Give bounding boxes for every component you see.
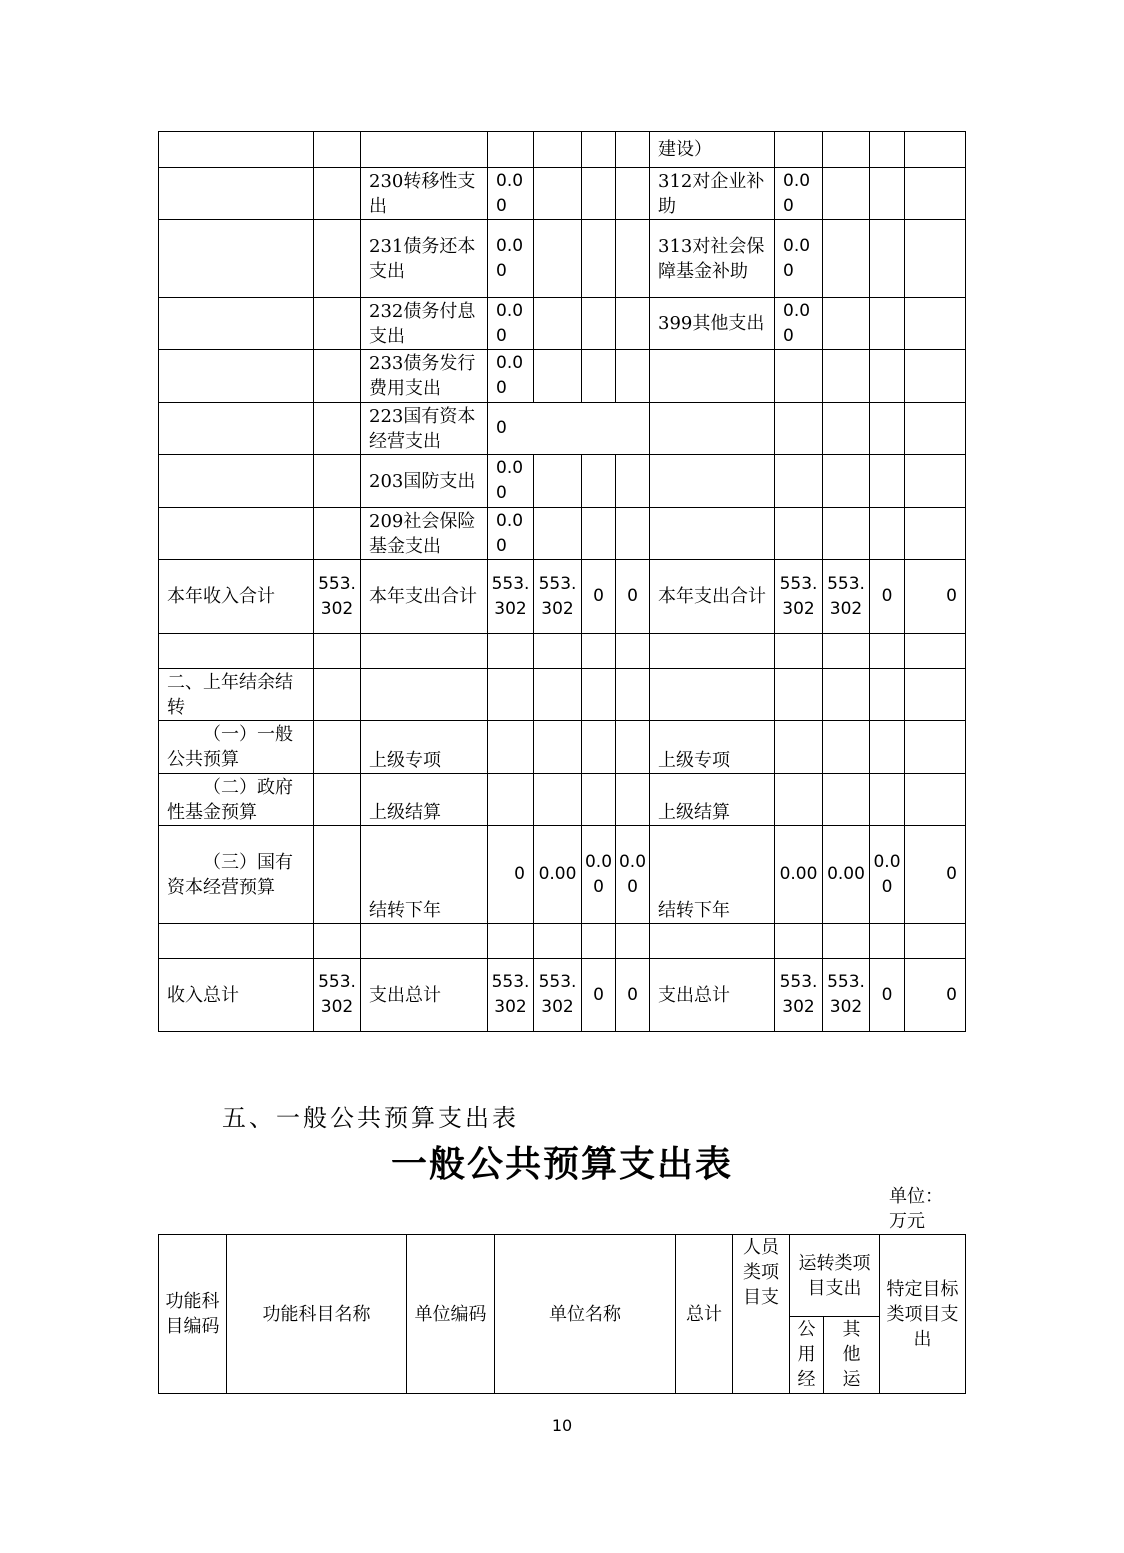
unit-label: 单位：万元: [889, 1186, 943, 1232]
amount-cell: 0: [616, 959, 650, 1032]
table-cell: [616, 132, 650, 168]
amount-cell: 0.00: [775, 220, 823, 298]
amount-cell: 0.00: [775, 298, 823, 350]
table-cell: [823, 350, 870, 403]
amount-cell: 0.00: [488, 508, 534, 560]
table-cell: [650, 924, 775, 959]
table-cell: [616, 168, 650, 220]
table-cell: [361, 924, 488, 959]
table-cell: [159, 403, 314, 455]
table-row: [159, 669, 966, 721]
header-func-code: 功能科目编码: [159, 1235, 227, 1394]
table-cell: [314, 168, 361, 220]
table-cell: [775, 132, 823, 168]
amount-cell: 553.302: [534, 959, 582, 1032]
header-specific: 特定目标类项目支出: [880, 1235, 966, 1394]
amount-cell: 0.00: [488, 220, 534, 298]
header-unit-code: 单位编码: [407, 1235, 495, 1394]
row-label: 收入总计: [159, 959, 314, 1032]
table-cell: [775, 508, 823, 560]
table-cell: [616, 924, 650, 959]
amount-cell: 0.00: [582, 826, 616, 924]
table-cell: [534, 168, 582, 220]
table-row-annual-total: [159, 560, 966, 634]
table-cell: [534, 508, 582, 560]
header-operation: 运转类项目支出: [790, 1235, 880, 1317]
table-cell: [582, 298, 616, 350]
amount-cell: 0: [905, 959, 966, 1032]
table-cell: [582, 350, 616, 403]
amount-cell: 0.00: [488, 168, 534, 220]
expense-category-cell: 223国有资本经营支出: [361, 403, 488, 455]
expense-category-cell: 232债务付息支出: [361, 298, 488, 350]
table-cell: [582, 508, 616, 560]
amount-cell: 553.302: [488, 560, 534, 634]
amount-cell: 0.00: [775, 826, 823, 924]
table-cell: [582, 634, 616, 669]
table-cell: [870, 220, 905, 298]
table-cell: [159, 298, 314, 350]
amount-cell: 0: [582, 560, 616, 634]
table-cell: [488, 924, 534, 959]
table-cell: [616, 350, 650, 403]
table-cell: [823, 455, 870, 508]
table-cell: [905, 168, 966, 220]
table-row: [159, 826, 966, 924]
row-label: 二、上年结余结转: [159, 669, 314, 721]
table-cell: [870, 350, 905, 403]
table-cell: [650, 350, 775, 403]
table-cell: [823, 403, 870, 455]
table-cell: [159, 168, 314, 220]
table-cell: [775, 403, 823, 455]
table-cell: [650, 508, 775, 560]
table-row: [159, 721, 966, 774]
table-cell: [823, 669, 870, 721]
table-row: [159, 298, 966, 350]
table-cell: [775, 774, 823, 826]
table-header-row: [159, 1235, 966, 1317]
row-label: 本年支出合计: [361, 560, 488, 634]
expense-category-cell: 312对企业补助: [650, 168, 775, 220]
table-cell: [823, 168, 870, 220]
table-cell: [314, 132, 361, 168]
table-cell: [616, 298, 650, 350]
table-cell: [534, 669, 582, 721]
amount-cell: 0: [905, 560, 966, 634]
expense-category-cell: 230转移性支出: [361, 168, 488, 220]
header-other-ops: 其他运: [824, 1317, 880, 1394]
amount-cell: 0: [870, 560, 905, 634]
table-cell: [582, 924, 616, 959]
table-cell: [775, 721, 823, 774]
header-unit-name: 单位名称: [495, 1235, 676, 1394]
table-cell: [905, 669, 966, 721]
header-personnel: 人员类项目支: [733, 1235, 790, 1394]
table-cell: [616, 220, 650, 298]
table-row: [159, 455, 966, 508]
table-row: [159, 132, 966, 168]
row-label: 上级专项: [361, 721, 488, 774]
table-cell: [534, 220, 582, 298]
table-cell: [582, 721, 616, 774]
table-cell: [159, 350, 314, 403]
table-cell: [823, 508, 870, 560]
amount-cell: 0.00: [823, 826, 870, 924]
header-public-funds: 公用经: [790, 1317, 824, 1394]
header-total: 总计: [676, 1235, 733, 1394]
expense-category-cell: 313对社会保障基金补助: [650, 220, 775, 298]
amount-cell: 0.00: [488, 350, 534, 403]
table-cell: [582, 220, 616, 298]
amount-cell: 0.00: [488, 298, 534, 350]
table-cell: [870, 634, 905, 669]
table-cell: [159, 132, 314, 168]
table-cell: [870, 403, 905, 455]
table-cell: [159, 924, 314, 959]
table-cell: [905, 924, 966, 959]
table-cell: [870, 168, 905, 220]
row-label: （三）国有资本经营预算: [159, 826, 314, 924]
table-cell: [823, 721, 870, 774]
table-cell: [582, 455, 616, 508]
table-cell: [314, 508, 361, 560]
table-cell: [534, 132, 582, 168]
table-cell: [314, 924, 361, 959]
table-cell: [488, 774, 534, 826]
table-cell: [905, 132, 966, 168]
table-cell: [488, 132, 534, 168]
amount-cell: 553.302: [488, 959, 534, 1032]
table-cell: [582, 669, 616, 721]
page-number: 10: [551, 1416, 573, 1435]
table-cell: [314, 350, 361, 403]
table-cell: 建设）: [650, 132, 775, 168]
amount-cell: 0: [870, 959, 905, 1032]
table-cell: [314, 455, 361, 508]
table-row: [159, 508, 966, 560]
row-label: 本年收入合计: [159, 560, 314, 634]
amount-cell: 553.302: [823, 560, 870, 634]
table-row: [159, 403, 966, 455]
table-cell: [905, 508, 966, 560]
amount-cell: 0: [616, 560, 650, 634]
table-row: [159, 924, 966, 959]
table-cell: [905, 634, 966, 669]
table-cell: [870, 924, 905, 959]
table-cell: [823, 924, 870, 959]
table-cell: [534, 298, 582, 350]
table-cell: [488, 634, 534, 669]
table-cell: [650, 403, 775, 455]
table-cell: [616, 721, 650, 774]
table-cell: [534, 350, 582, 403]
table-cell: [534, 721, 582, 774]
table-cell: [905, 774, 966, 826]
table-cell: [314, 826, 361, 924]
amount-cell: 553.302: [823, 959, 870, 1032]
table-row: [159, 220, 966, 298]
amount-cell: 553.302: [314, 560, 361, 634]
amount-cell: 0: [488, 403, 650, 455]
amount-cell: 553.302: [775, 959, 823, 1032]
table-cell: [314, 774, 361, 826]
expense-category-cell: 233债务发行费用支出: [361, 350, 488, 403]
table-cell: [361, 132, 488, 168]
table-cell: [775, 924, 823, 959]
table-cell: [582, 132, 616, 168]
row-label: （一）一般公共预算: [159, 721, 314, 774]
table-cell: [870, 669, 905, 721]
table-cell: [361, 634, 488, 669]
amount-cell: 0.00: [616, 826, 650, 924]
row-label: 本年支出合计: [650, 560, 775, 634]
amount-cell: 553.302: [314, 959, 361, 1032]
row-label: 支出总计: [361, 959, 488, 1032]
table-cell: [775, 455, 823, 508]
table-cell: [534, 634, 582, 669]
table-cell: [905, 721, 966, 774]
amount-cell: 553.302: [534, 560, 582, 634]
expense-category-cell: 209社会保险基金支出: [361, 508, 488, 560]
table-row: [159, 774, 966, 826]
table-cell: [616, 455, 650, 508]
table-title: 一般公共预算支出表: [390, 1144, 733, 1185]
table-cell: [650, 634, 775, 669]
amount-cell: 553.302: [775, 560, 823, 634]
amount-cell: 0.00: [870, 826, 905, 924]
table-cell: [870, 774, 905, 826]
table-cell: [159, 634, 314, 669]
table-cell: [870, 132, 905, 168]
table-cell: [823, 774, 870, 826]
table-cell: [905, 403, 966, 455]
table-cell: [488, 721, 534, 774]
row-label: 支出总计: [650, 959, 775, 1032]
table-cell: [905, 220, 966, 298]
table-cell: [616, 508, 650, 560]
row-label: （二）政府性基金预算: [159, 774, 314, 826]
table-cell: [870, 508, 905, 560]
table-cell: [823, 220, 870, 298]
table-cell: [823, 634, 870, 669]
table-cell: [159, 455, 314, 508]
header-func-name: 功能科目名称: [227, 1235, 407, 1394]
table-cell: [650, 455, 775, 508]
table-cell: [314, 403, 361, 455]
row-label: 结转下年: [650, 826, 775, 924]
table-cell: [616, 669, 650, 721]
table-cell: [905, 455, 966, 508]
table-cell: [823, 132, 870, 168]
table-cell: [823, 298, 870, 350]
table-cell: [361, 669, 488, 721]
table-cell: [534, 455, 582, 508]
table-cell: [314, 220, 361, 298]
table-row-grand-total: [159, 959, 966, 1032]
table-cell: [616, 634, 650, 669]
row-label: 结转下年: [361, 826, 488, 924]
table-cell: [314, 721, 361, 774]
table-cell: [488, 669, 534, 721]
table-cell: [159, 220, 314, 298]
table-cell: [775, 669, 823, 721]
table-cell: [775, 350, 823, 403]
table-cell: [582, 168, 616, 220]
table-cell: [775, 634, 823, 669]
table-cell: [870, 455, 905, 508]
amount-cell: 0.00: [534, 826, 582, 924]
table-cell: [534, 924, 582, 959]
section-heading: 五、一般公共预算支出表: [222, 1104, 519, 1132]
amount-cell: 0: [488, 826, 534, 924]
row-label: 上级结算: [361, 774, 488, 826]
row-label: 上级专项: [650, 721, 775, 774]
general-budget-expenditure-table: [158, 1234, 966, 1394]
table-cell: [870, 721, 905, 774]
table-cell: [534, 774, 582, 826]
table-cell: [650, 669, 775, 721]
table-row: [159, 634, 966, 669]
table-cell: [905, 298, 966, 350]
table-row: [159, 168, 966, 220]
amount-cell: 0: [582, 959, 616, 1032]
table-cell: [314, 669, 361, 721]
expense-category-cell: 399其他支出: [650, 298, 775, 350]
table-cell: [870, 298, 905, 350]
table-cell: [582, 774, 616, 826]
table-cell: [314, 298, 361, 350]
table-cell: [616, 774, 650, 826]
expense-category-cell: 203国防支出: [361, 455, 488, 508]
table-cell: [314, 634, 361, 669]
amount-cell: 0.00: [488, 455, 534, 508]
table-cell: [159, 508, 314, 560]
amount-cell: 0.00: [775, 168, 823, 220]
budget-summary-table: [158, 131, 966, 1032]
expense-category-cell: 231债务还本支出: [361, 220, 488, 298]
amount-cell: 0: [905, 826, 966, 924]
table-row: [159, 350, 966, 403]
table-cell: [905, 350, 966, 403]
row-label: 上级结算: [650, 774, 775, 826]
